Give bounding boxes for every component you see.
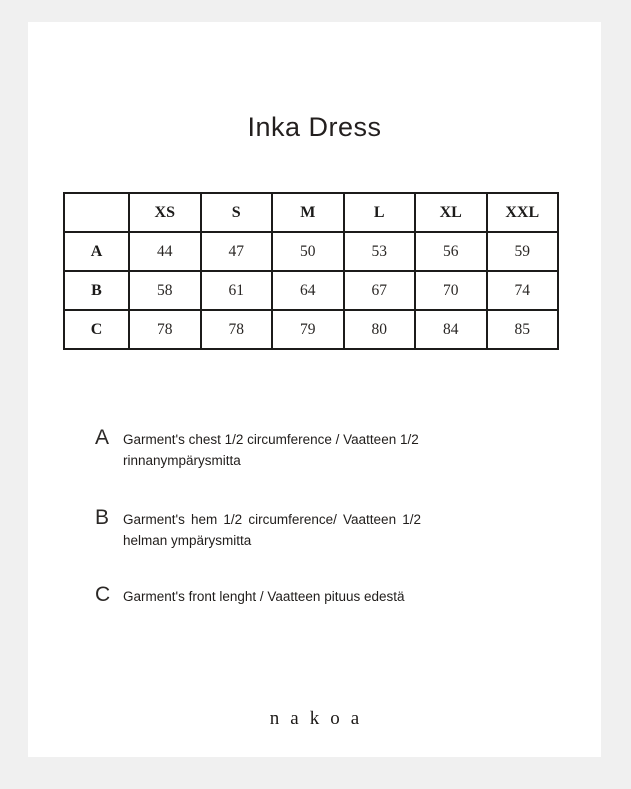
legend-text-b [123, 509, 423, 551]
size-value-cell: 79 [272, 310, 344, 349]
size-value-cell: 50 [272, 232, 344, 271]
row-label: A [64, 232, 129, 271]
brand-logo-text: nakoa [269, 708, 371, 729]
legend-text-line: Garment's front lenght / Vaatteen pituus edestä [123, 589, 405, 604]
legend-letter-a: A [95, 426, 110, 449]
size-column-header: XXL [487, 193, 559, 232]
table-row [64, 310, 558, 349]
table-row [64, 232, 558, 271]
size-value-cell: 44 [129, 232, 201, 271]
size-value-cell: 64 [272, 271, 344, 310]
legend-text-line: Garment's hem 1/2 circumference/ Vaatteen 1/2 [123, 512, 421, 527]
corner-cell [64, 193, 129, 232]
measurement-legend [95, 426, 575, 646]
legend-text-line: Garment's chest 1/2 circumference / Vaatteen 1/2 [123, 432, 419, 447]
row-label: C [64, 310, 129, 349]
size-value-cell: 56 [415, 232, 487, 271]
size-value-cell: 58 [129, 271, 201, 310]
size-column-header: S [201, 193, 273, 232]
size-column-header: XS [129, 193, 201, 232]
size-value-cell: 59 [487, 232, 559, 271]
size-table-container [63, 192, 559, 350]
size-value-cell: 61 [201, 271, 273, 310]
size-value-cell: 47 [201, 232, 273, 271]
legend-text-line: helman ympärysmitta [123, 533, 252, 548]
size-table-body [64, 232, 558, 349]
size-column-header: L [344, 193, 416, 232]
size-table [63, 192, 559, 350]
size-value-cell: 84 [415, 310, 487, 349]
legend-text-line: rinnanympärysmitta [123, 453, 241, 468]
size-value-cell: 78 [129, 310, 201, 349]
legend-item-b [95, 506, 423, 551]
legend-letter-c: C [95, 583, 111, 606]
size-value-cell: 67 [344, 271, 416, 310]
size-value-cell: 78 [201, 310, 273, 349]
size-value-cell: 85 [487, 310, 559, 349]
table-row [64, 271, 558, 310]
size-guide-card [28, 22, 601, 757]
size-value-cell: 80 [344, 310, 416, 349]
legend-item-c [95, 583, 423, 607]
row-label: B [64, 271, 129, 310]
legend-letter-b: B [95, 506, 110, 529]
page-title: Inka Dress [247, 112, 382, 142]
size-table-head-row [64, 193, 558, 232]
legend-item-a [95, 426, 423, 471]
legend-text-c [123, 586, 423, 607]
size-column-header: M [272, 193, 344, 232]
size-value-cell: 53 [344, 232, 416, 271]
size-value-cell: 70 [415, 271, 487, 310]
size-column-header: XL [415, 193, 487, 232]
brand-logo [28, 708, 601, 730]
size-value-cell: 74 [487, 271, 559, 310]
legend-text-a [123, 429, 423, 471]
